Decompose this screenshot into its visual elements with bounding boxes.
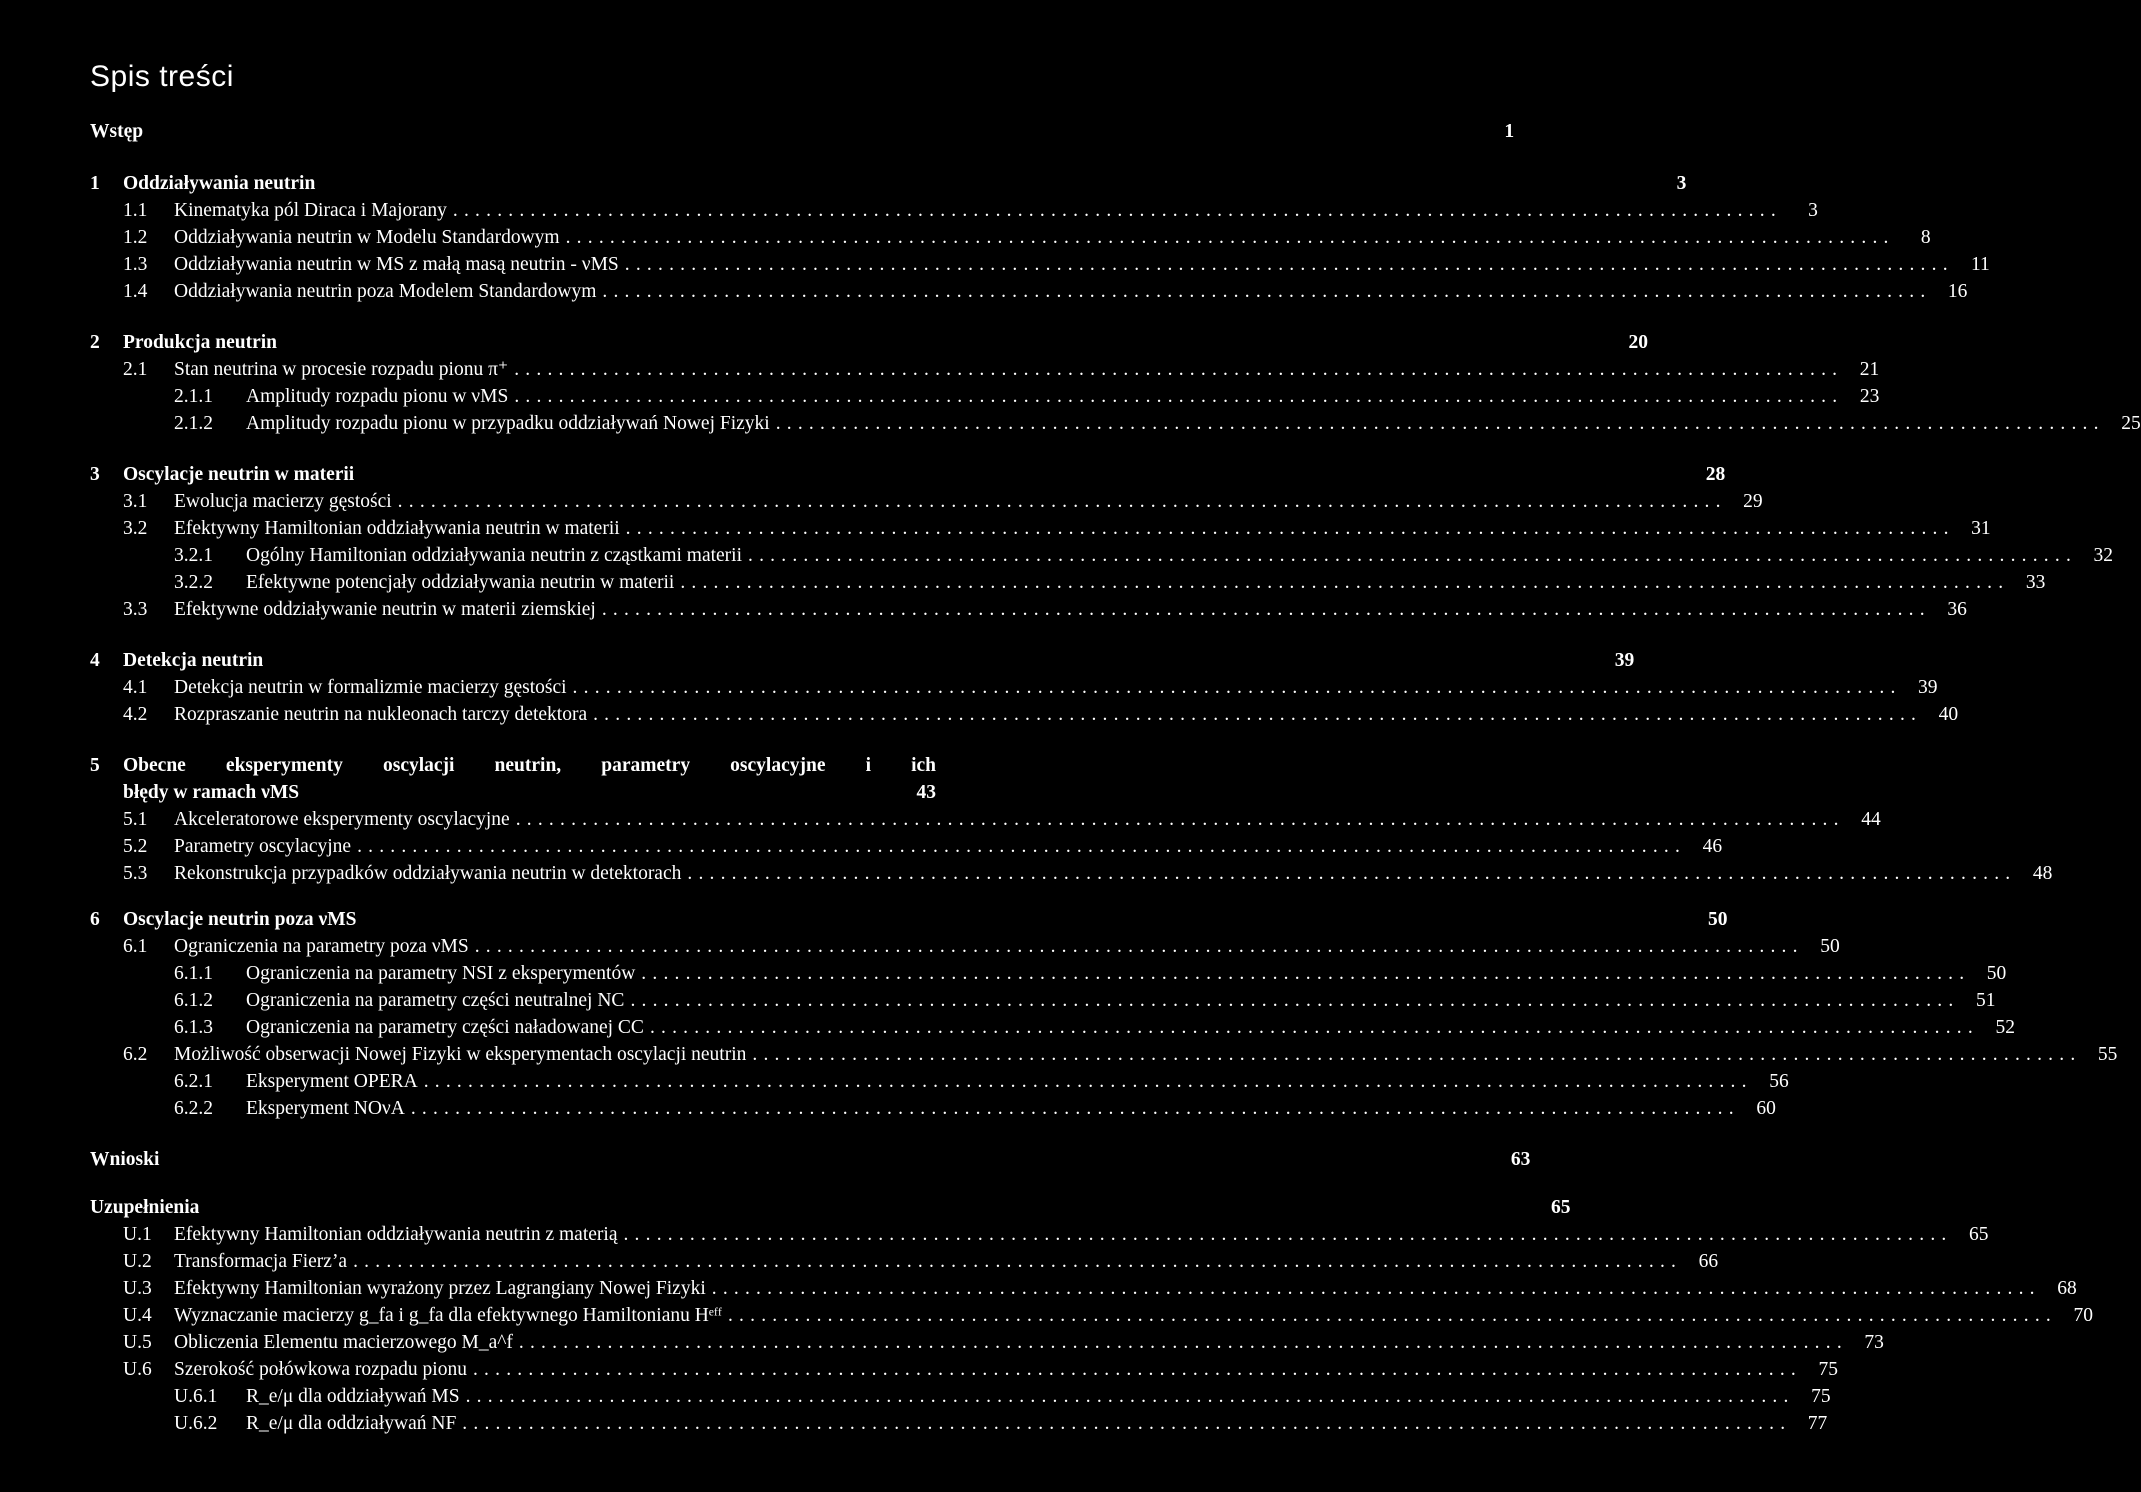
toc-title: Obliczenia Elementu macierzowego M_a^f [174, 1332, 513, 1353]
toc-leader-dots: ........................................................................................................................ [727, 1305, 2057, 1326]
toc-number: U.1 [123, 1224, 152, 1245]
toc-title: Ograniczenia na parametry poza νMS [174, 936, 469, 957]
toc-title: Oscylacje neutrin w materii [123, 464, 355, 485]
toc-number: 5 [90, 755, 100, 776]
toc-section[interactable] [123, 1250, 1719, 1274]
toc-section[interactable] [123, 358, 1880, 382]
toc-number: U.2 [123, 1251, 152, 1272]
toc-page-number: 70 [2073, 1305, 2093, 1326]
toc-title: Uzupełnienia [90, 1197, 200, 1218]
toc-title: Oddziaływania neutrin w MS z małą masą neutrin - νMS [174, 254, 619, 275]
toc-page-number: 43 [916, 782, 936, 803]
toc-subsection[interactable] [174, 1070, 1789, 1094]
toc-chapter[interactable] [90, 908, 1728, 932]
toc-leader-dots: ........................................................................................................................ [687, 863, 2017, 884]
toc-page-number: 56 [1769, 1071, 1789, 1092]
toc-page-number: 60 [1756, 1098, 1776, 1119]
toc-leader-dots: ........................................................................................................................ [518, 1332, 1848, 1353]
toc-page-number: 75 [1811, 1386, 1831, 1407]
toc-leader-dots: ........................................................................................................................ [514, 359, 1844, 380]
toc-title: Ogólny Hamiltonian oddziaływania neutrin z cząstkami materii [246, 545, 743, 566]
toc-section[interactable] [123, 199, 1818, 223]
toc-title: Efektywny Hamiltonian oddziaływania neutrin z materią [174, 1224, 618, 1245]
toc-chapter-5-line2[interactable] [123, 781, 936, 805]
toc-section[interactable] [123, 280, 1968, 304]
toc-title: Detekcja neutrin [123, 650, 264, 671]
toc-title: Parametry oscylacyjne [174, 836, 352, 857]
toc-subsection[interactable] [174, 412, 2141, 436]
toc-number: 6.1 [123, 936, 148, 957]
toc-page-number: 25 [2121, 413, 2141, 434]
toc-page-number: 44 [1861, 809, 1881, 830]
toc-subsection[interactable] [174, 571, 2046, 595]
toc-page-number: 52 [1995, 1017, 2015, 1038]
toc-title: Transformacja Fierz’a [174, 1251, 348, 1272]
toc-page-number: 31 [1971, 518, 1991, 539]
page-title: Spis treści [90, 60, 234, 93]
toc-title: Efektywny Hamiltonian wyrażony przez Lagrangiany Nowej Fizyki [174, 1278, 706, 1299]
toc-chapter[interactable] [90, 1196, 1571, 1220]
toc-number: 2.1 [123, 359, 148, 380]
toc-title: Rozpraszanie neutrin na nukleonach tarczy detektora [174, 704, 588, 725]
toc-leader-dots: ........................................................................................................................ [625, 518, 1955, 539]
toc-number: U.6.2 [174, 1413, 218, 1434]
toc-page-number: 50 [1820, 936, 1840, 957]
toc-leader-dots: ........................................................................................................................ [711, 1278, 2041, 1299]
toc-page-number: 36 [1947, 599, 1967, 620]
toc-leader-dots: ........................................................................................................................ [474, 936, 1804, 957]
toc-subsection[interactable] [174, 544, 2114, 568]
toc-page-number: 1 [1504, 121, 1515, 142]
toc-section[interactable] [123, 1358, 1838, 1382]
toc-page-number: 39 [1918, 677, 1938, 698]
toc-number: 3.2 [123, 518, 148, 539]
toc-number: U.4 [123, 1305, 152, 1326]
toc-leader-dots: ........................................................................................................................ [465, 1386, 1795, 1407]
toc-leader-dots: ........................................................................................................................ [748, 545, 2078, 566]
toc-title: Produkcja neutrin [123, 332, 278, 353]
toc-title: Detekcja neutrin w formalizmie macierzy gęstości [174, 677, 567, 698]
toc-subsection[interactable] [174, 962, 2007, 986]
toc-page-number: 33 [2025, 572, 2046, 593]
toc-number: 5.3 [123, 863, 148, 884]
toc-number: 6.2.1 [174, 1071, 213, 1092]
toc-number: 4 [90, 650, 100, 671]
toc-page-number: 8 [1920, 227, 1931, 248]
toc-title: Ewolucja macierzy gęstości [174, 491, 392, 512]
toc-chapter[interactable] [90, 463, 1726, 487]
toc-leader-dots: ........................................................................................................................ [397, 491, 1727, 512]
toc-title: Ograniczenia na parametry NSI z eksperymentów [246, 963, 636, 984]
toc-number: U.6 [123, 1359, 152, 1380]
toc-leader-dots: ........................................................................................................................ [472, 1359, 1802, 1380]
toc-leader-dots: ........................................................................................................................ [462, 1413, 1792, 1434]
toc-subsection[interactable] [174, 1412, 1828, 1436]
toc-title: Eksperyment OPERA [246, 1071, 418, 1092]
toc-leader-dots: ........................................................................................................................ [649, 1017, 1979, 1038]
toc-subsection[interactable] [174, 385, 1880, 409]
toc-leader-dots: ........................................................................................................................ [775, 413, 2105, 434]
toc-number: 3.2.1 [174, 545, 213, 566]
toc-leader-dots: ........................................................................................................................ [752, 1044, 2082, 1065]
toc-page-number: 3 [1808, 200, 1818, 221]
toc-page-number: 55 [2097, 1044, 2118, 1065]
toc-number: 3.3 [123, 599, 148, 620]
toc-title: Stan neutrina w procesie rozpadu pionu π⁺ [174, 359, 509, 380]
toc-section[interactable] [123, 808, 1881, 832]
toc-chapter[interactable] [90, 1148, 1531, 1172]
toc-section[interactable] [123, 703, 1959, 727]
toc-chapter[interactable] [90, 120, 1515, 144]
toc-page-number: 63 [1510, 1149, 1531, 1170]
toc-chapter[interactable] [90, 331, 1649, 355]
toc-title: błędy w ramach νMS [123, 782, 300, 803]
toc-number: 4.2 [123, 704, 148, 725]
toc-number: 4.1 [123, 677, 148, 698]
toc-section[interactable] [123, 1277, 2077, 1301]
toc-section[interactable] [123, 253, 1990, 277]
toc-page-number: 65 [1550, 1197, 1571, 1218]
toc-number: U.6.1 [174, 1386, 218, 1407]
toc-title: Ograniczenia na parametry części naładowanej CC [246, 1017, 644, 1038]
toc-page-number: 48 [2032, 863, 2053, 884]
toc-page-number: 50 [1707, 909, 1728, 930]
toc-chapter-5[interactable] [90, 754, 936, 778]
toc-title: Wyznaczanie macierzy g_fa i g_fa dla efektywnego Hamiltonianu Hᵉᶠᶠ [174, 1305, 722, 1326]
toc-title: Eksperyment NOνA [246, 1098, 405, 1119]
toc-leader-dots: ........................................................................................................................ [680, 572, 2010, 593]
toc-number: 1.3 [123, 254, 148, 275]
toc-section[interactable] [123, 862, 2053, 886]
toc-subsection[interactable] [174, 1097, 1776, 1121]
toc-number: 6.1.2 [174, 990, 213, 1011]
toc-leader-dots: ........................................................................................................................ [630, 990, 1960, 1011]
toc-number: 1.1 [123, 200, 148, 221]
toc-leader-dots: ........................................................................................................................ [410, 1098, 1740, 1119]
toc-number: 5.2 [123, 836, 148, 857]
toc-title: Akceleratorowe eksperymenty oscylacyjne [174, 809, 510, 830]
toc-title: Kinematyka pól Diraca i Majorany [174, 200, 447, 221]
toc-number: 3.2.2 [174, 572, 213, 593]
toc-section[interactable] [123, 935, 1840, 959]
toc-section[interactable] [123, 835, 1723, 859]
toc-subsection[interactable] [174, 1016, 2015, 1040]
toc-section[interactable] [123, 1223, 1989, 1247]
toc-page-number: 73 [1864, 1332, 1884, 1353]
toc-section[interactable] [123, 598, 1967, 622]
toc-number: 1.2 [123, 227, 148, 248]
toc-section[interactable] [123, 517, 1991, 541]
toc-leader-dots: ........................................................................................................................ [572, 677, 1902, 698]
toc-number: 2 [90, 332, 100, 353]
toc-leader-dots: ........................................................................................................................ [565, 227, 1895, 248]
toc-page-number: 51 [1975, 990, 1996, 1011]
toc-page-number: 66 [1698, 1251, 1719, 1272]
toc-leader-dots: ........................................................................................................................ [593, 704, 1923, 725]
toc-page-number: 77 [1807, 1413, 1828, 1434]
toc-section[interactable] [123, 226, 1931, 250]
toc-page-number: 68 [2057, 1278, 2077, 1299]
toc-title: Ograniczenia na parametry części neutralnej NC [246, 990, 625, 1011]
toc-leader-dots: ........................................................................................................................ [357, 836, 1687, 857]
toc-number: 3 [90, 464, 100, 485]
toc-title: Szerokość połówkowa rozpadu pionu [174, 1359, 467, 1380]
toc-section[interactable] [123, 1331, 1884, 1355]
toc-page-number: 11 [1970, 254, 1990, 275]
toc-page-number: 29 [1743, 491, 1763, 512]
toc-leader-dots: ........................................................................................................................ [623, 1224, 1953, 1245]
toc-number: U.3 [123, 1278, 152, 1299]
toc-title: Amplitudy rozpadu pionu w νMS [246, 386, 509, 407]
toc-leader-dots: ........................................................................................................................ [514, 386, 1844, 407]
toc-page-number: 39 [1614, 650, 1635, 671]
toc-leader-dots: ........................................................................................................................ [515, 809, 1845, 830]
toc-page-number: 21 [1859, 359, 1880, 380]
toc-title: Efektywny Hamiltonian oddziaływania neutrin w materii [174, 518, 620, 539]
toc-number: 2.1.1 [174, 386, 213, 407]
toc-number: 6.2.2 [174, 1098, 213, 1119]
toc-page-number: 3 [1676, 173, 1687, 194]
toc-title: Możliwość obserwacji Nowej Fizyki w eksperymentach oscylacji neutrin [174, 1044, 747, 1065]
toc-section[interactable] [123, 490, 1763, 514]
toc-title: Oddziaływania neutrin w Modelu Standardowym [174, 227, 560, 248]
toc-title: R_e/μ dla oddziaływań MS [246, 1386, 460, 1407]
toc-page-number: 46 [1702, 836, 1723, 857]
toc-page-number: 75 [1818, 1359, 1838, 1380]
toc-page-number: 65 [1968, 1224, 1989, 1245]
toc-title: Obecne eksperymenty oscylacji neutrin, parametry oscylacyjne i ich [123, 755, 936, 776]
toc-leader-dots: ........................................................................................................................ [353, 1251, 1683, 1272]
toc-number: 5.1 [123, 809, 148, 830]
toc-title: Amplitudy rozpadu pionu w przypadku oddziaływań Nowej Fizyki [246, 413, 770, 434]
toc-leader-dots: ........................................................................................................................ [423, 1071, 1753, 1092]
toc-number: U.5 [123, 1332, 152, 1353]
toc-section[interactable] [123, 1304, 2093, 1328]
toc-page-number: 32 [2093, 545, 2114, 566]
toc-page-number: 50 [1986, 963, 2007, 984]
toc-title: Rekonstrukcja przypadków oddziaływania neutrin w detektorach [174, 863, 682, 884]
toc-title: R_e/μ dla oddziaływań NF [246, 1413, 457, 1434]
toc-section[interactable] [123, 676, 1938, 700]
toc-number: 6.1.1 [174, 963, 213, 984]
toc-page-number: 40 [1938, 704, 1959, 725]
toc-page-number: 28 [1705, 464, 1726, 485]
toc-subsection[interactable] [174, 989, 1996, 1013]
toc-number: 6.1.3 [174, 1017, 213, 1038]
toc-number: 1.4 [123, 281, 148, 302]
toc-title: Oddziaływania neutrin poza Modelem Standardowym [174, 281, 597, 302]
toc-page-number: 20 [1628, 332, 1649, 353]
toc-title: Oscylacje neutrin poza νMS [123, 909, 357, 930]
toc-leader-dots: ........................................................................................................................ [452, 200, 1782, 221]
toc-page-number: 16 [1947, 281, 1968, 302]
toc-title: Efektywne potencjały oddziaływania neutrin w materii [246, 572, 675, 593]
toc-number: 3.1 [123, 491, 148, 512]
toc-leader-dots: ........................................................................................................................ [624, 254, 1954, 275]
toc-title: Wstęp [90, 121, 144, 142]
toc-leader-dots: ........................................................................................................................ [602, 281, 1932, 302]
toc-number: 6.2 [123, 1044, 148, 1065]
toc-leader-dots: ........................................................................................................................ [601, 599, 1931, 620]
toc-title: Oddziaływania neutrin [123, 173, 316, 194]
toc-leader-dots: ........................................................................................................................ [641, 963, 1971, 984]
toc-chapter[interactable] [90, 172, 1687, 196]
toc-page-number: 23 [1859, 386, 1880, 407]
toc-section[interactable] [123, 1043, 2118, 1067]
toc-title: Wnioski [90, 1149, 160, 1170]
toc-subsection[interactable] [174, 1385, 1831, 1409]
toc-title: Efektywne oddziaływanie neutrin w materii ziemskiej [174, 599, 596, 620]
toc-chapter[interactable] [90, 649, 1635, 673]
toc-number: 6 [90, 909, 100, 930]
toc-number: 1 [90, 173, 100, 194]
toc-number: 2.1.2 [174, 413, 213, 434]
